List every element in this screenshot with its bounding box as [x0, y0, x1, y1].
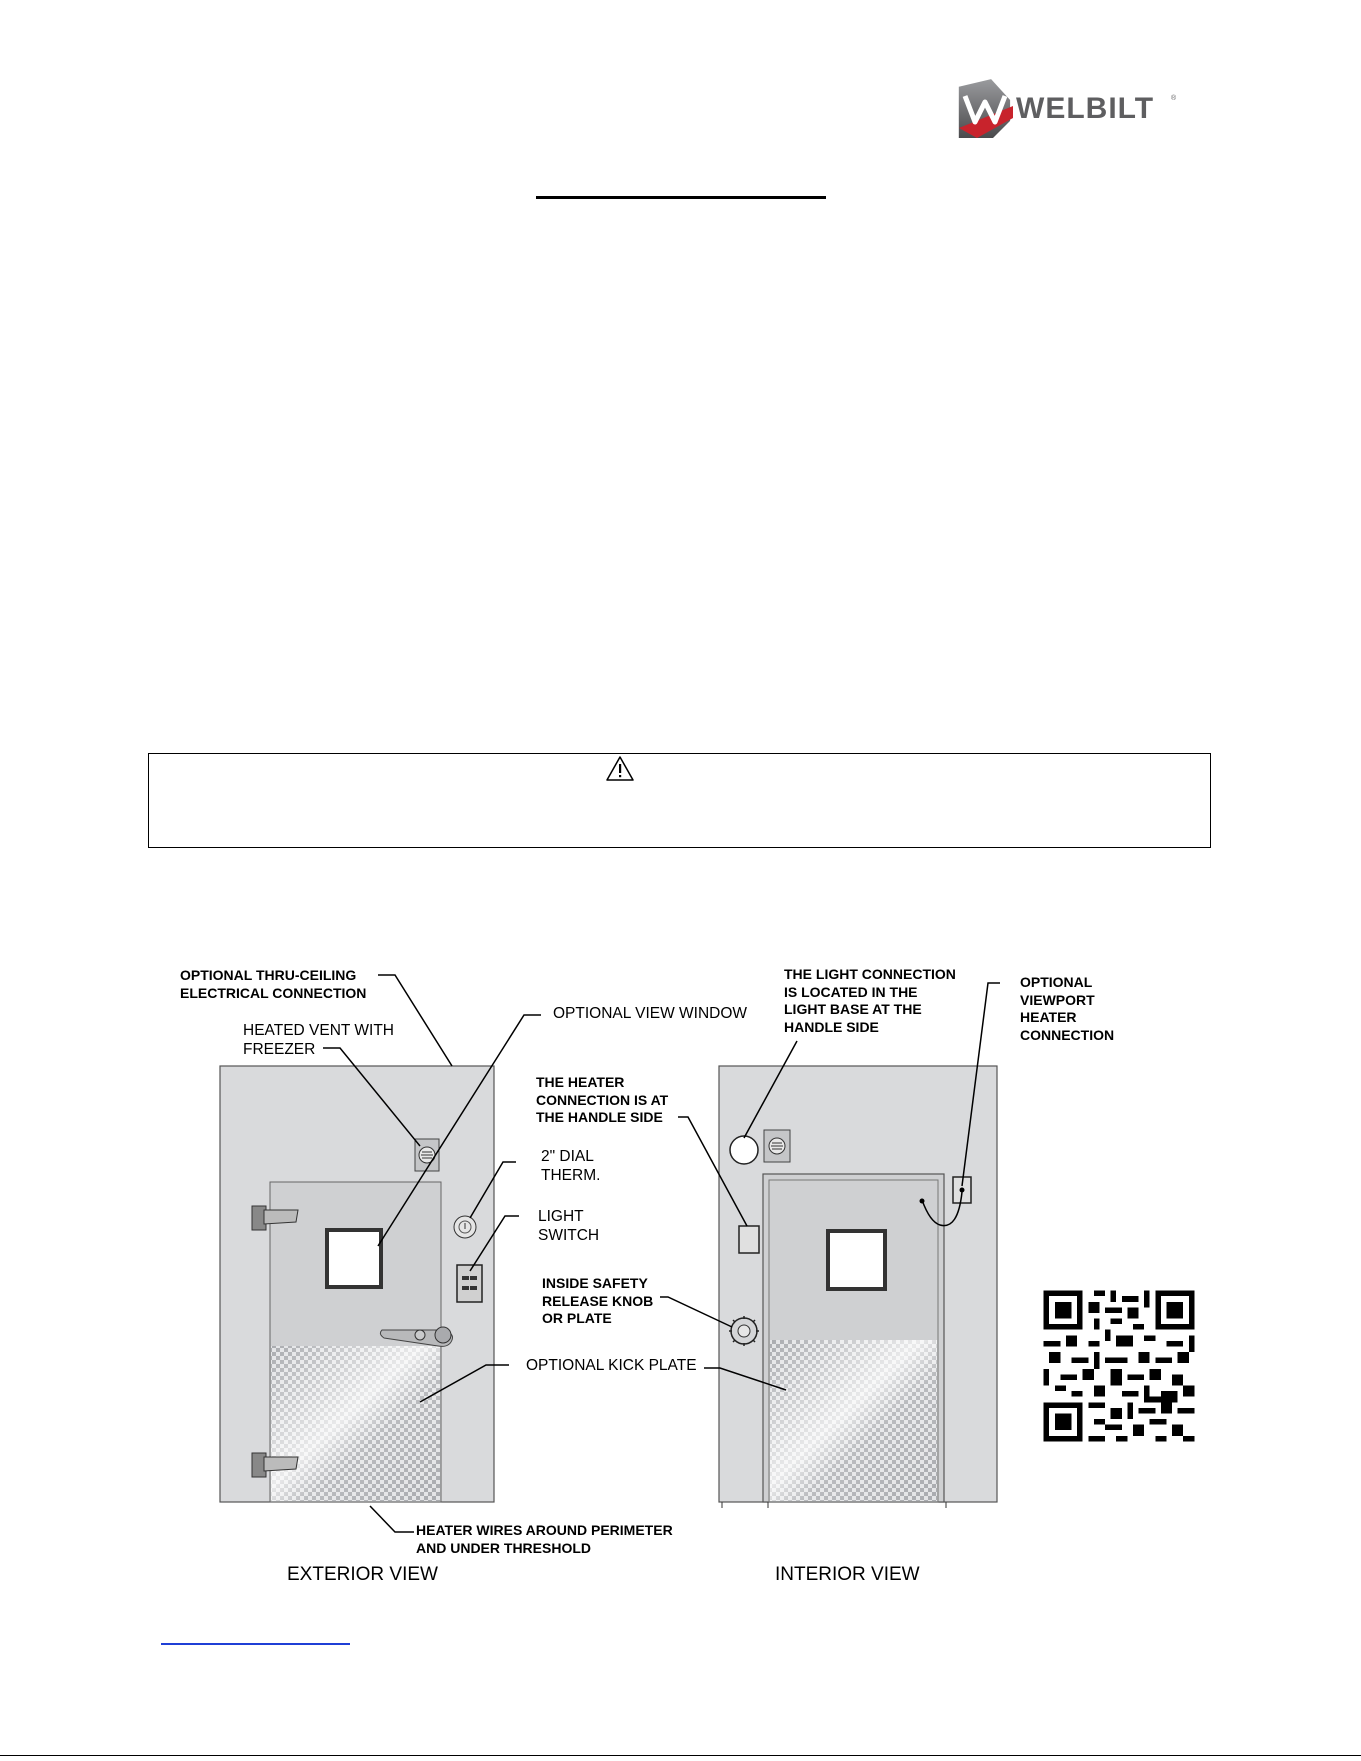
exterior-view-window — [327, 1230, 381, 1287]
caption-interior-view: INTERIOR VIEW — [775, 1564, 920, 1585]
label-safety-release: INSIDE SAFETY RELEASE KNOB OR PLATE — [542, 1275, 654, 1326]
label-light-switch: LIGHT SWITCH — [538, 1208, 600, 1244]
caption-exterior-view: EXTERIOR VIEW — [287, 1564, 438, 1585]
qr-code[interactable] — [1038, 1285, 1200, 1447]
label-kick-plate: OPTIONAL KICK PLATE — [526, 1357, 697, 1374]
interior-view-window — [828, 1231, 885, 1289]
label-heated-vent: HEATED VENT WITH FREEZER — [243, 1022, 394, 1058]
interior-view — [660, 983, 1000, 1508]
label-view-window: OPTIONAL VIEW WINDOW — [553, 1005, 748, 1022]
interior-light — [730, 1136, 758, 1164]
label-thru-ceiling: OPTIONAL THRU-CEILING ELECTRICAL CONNECTION — [180, 967, 367, 1001]
label-viewport-heater: OPTIONAL VIEWPORT HEATER CONNECTION — [1020, 974, 1115, 1043]
trademark-symbol: ® — [1171, 95, 1177, 102]
interior-safety-release-knob — [729, 1316, 759, 1346]
label-heater-connection: THE HEATER CONNECTION IS AT THE HANDLE SIDE — [536, 1074, 669, 1125]
label-light-connection: THE LIGHT CONNECTION IS LOCATED IN THE LIGHT BASE AT THE HANDLE SIDE — [784, 966, 956, 1035]
label-heater-wires: HEATER WIRES AROUND PERIMETER AND UNDER THRESHOLD — [416, 1522, 673, 1556]
welbilt-wordmark: WELBILT — [1016, 92, 1155, 125]
hyperlink-underline[interactable] — [161, 1643, 350, 1645]
page-bottom-rule — [0, 1755, 1361, 1756]
interior-heater-connection-box — [739, 1226, 759, 1253]
label-dial-therm: 2" DIAL THERM. — [541, 1148, 601, 1184]
